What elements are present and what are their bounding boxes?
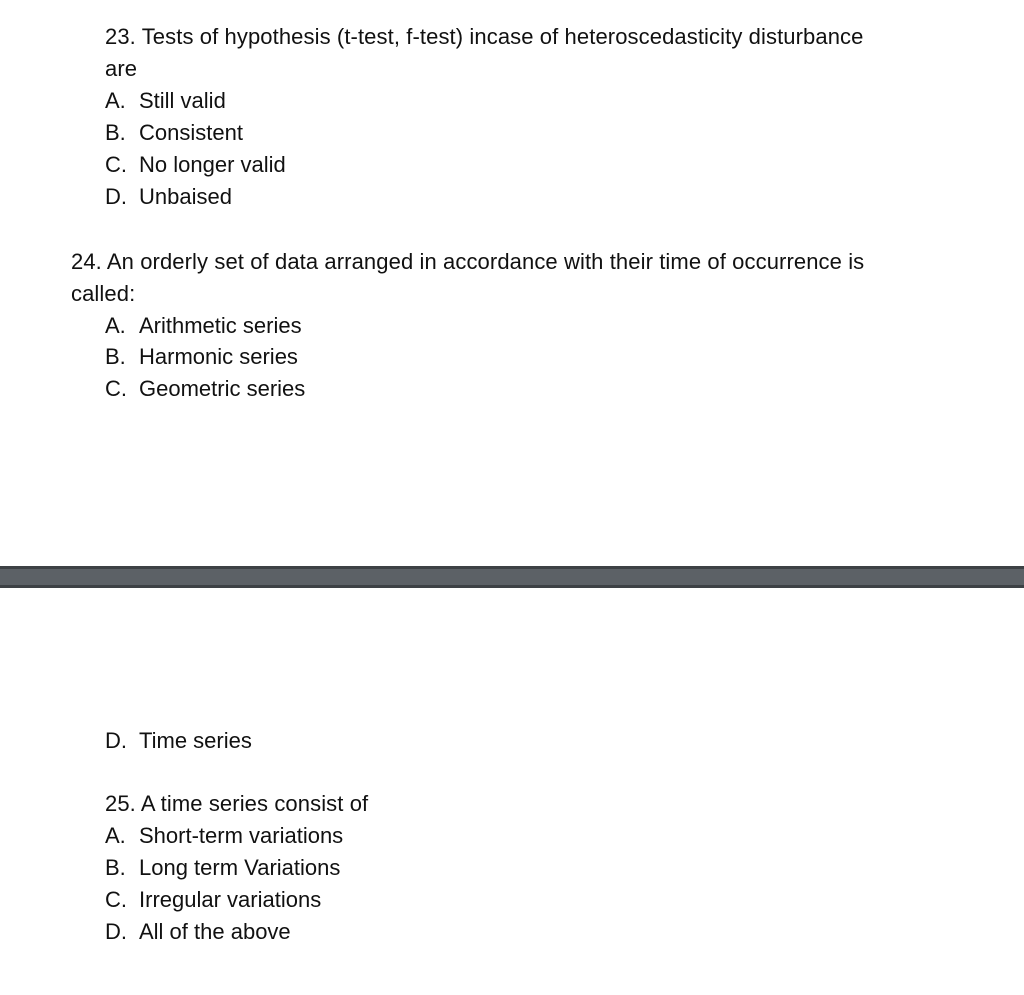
q24-option-d <box>105 725 252 757</box>
option-letter: A. <box>105 823 126 848</box>
page-break-separator <box>0 566 1024 588</box>
q24-option-b <box>105 341 298 373</box>
option-letter: A. <box>105 88 126 113</box>
q23-option-c <box>105 149 286 181</box>
option-text: Short-term variations <box>139 823 344 848</box>
option-text: Irregular variations <box>139 887 322 912</box>
option-text: Consistent <box>139 120 243 145</box>
option-text: Arithmetic series <box>139 313 302 338</box>
option-letter: D. <box>105 728 127 753</box>
option-text: All of the above <box>139 919 291 944</box>
option-letter: B. <box>105 344 126 369</box>
option-letter: B. <box>105 120 126 145</box>
option-letter: A. <box>105 313 126 338</box>
q25-stem-line-1: 25. A time series consist of <box>105 791 369 816</box>
option-text: Time series <box>139 728 252 753</box>
q24-option-c <box>105 373 305 405</box>
q24-option-a <box>105 310 302 342</box>
option-letter: B. <box>105 855 126 880</box>
q23-option-d <box>105 181 232 213</box>
option-letter: D. <box>105 919 127 944</box>
q23-option-b <box>105 117 243 149</box>
q24-stem-line-2: called: <box>71 281 136 306</box>
q23-stem-line-2: are <box>105 56 138 81</box>
q25-option-a <box>105 820 343 852</box>
document-page-2 <box>0 588 1024 995</box>
option-text: Unbaised <box>139 184 232 209</box>
option-letter: C. <box>105 152 127 177</box>
option-text: No longer valid <box>139 152 286 177</box>
option-letter: C. <box>105 376 127 401</box>
option-text: Still valid <box>139 88 226 113</box>
q25-option-b <box>105 852 340 884</box>
option-letter: D. <box>105 184 127 209</box>
q25-option-d <box>105 916 291 948</box>
option-text: Long term Variations <box>139 855 341 880</box>
q24-stem-line-1: 24. An orderly set of data arranged in accordance with their time of occurrence is <box>71 249 865 274</box>
option-letter: C. <box>105 887 127 912</box>
q25-option-c <box>105 884 321 916</box>
option-text: Geometric series <box>139 376 306 401</box>
option-text: Harmonic series <box>139 344 298 369</box>
q23-stem-line-1: 23. Tests of hypothesis (t-test, f-test) incase of heteroscedasticity disturbance <box>105 24 864 49</box>
q23-option-a <box>105 85 226 117</box>
